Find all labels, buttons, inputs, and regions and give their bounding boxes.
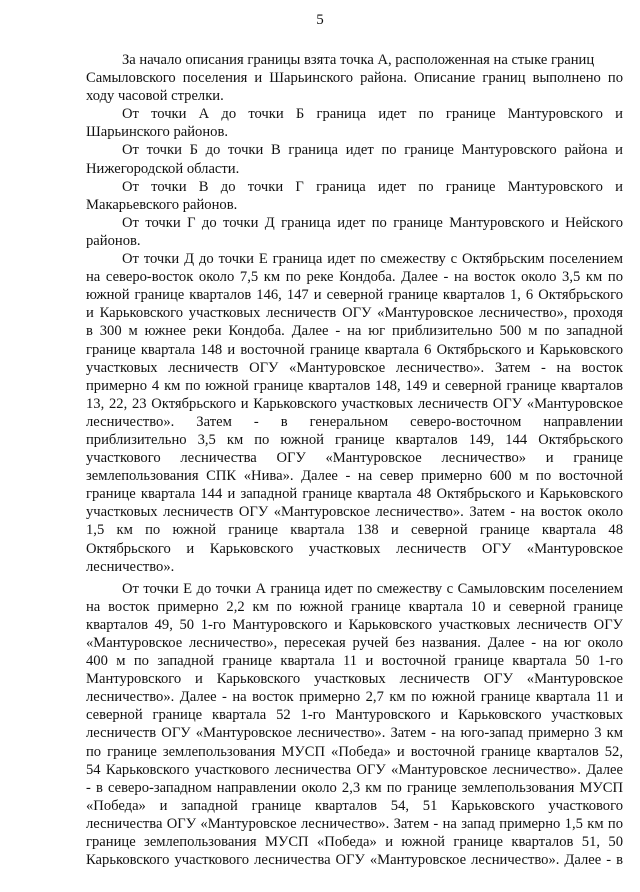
document-body xyxy=(86,51,623,869)
text-line: Октябрьского и Карьковского участковых лесничеств ОГУ «Мантуровское xyxy=(86,540,623,557)
text-line: лесничества ОГУ «Мантуровское лесничество». Затем - на запад примерно 1,5 км по xyxy=(86,815,623,832)
text-line: районов. xyxy=(86,232,141,249)
text-line: лесничество». xyxy=(86,558,175,575)
text-line: «Мантуровское лесничество», пересекая ручей без названия. Далее - на юг около xyxy=(86,635,623,651)
text-line: участковых лесничеств ОГУ «Мантуровское лесничество». Затем - на восток около xyxy=(86,504,623,521)
text-line: северной границе квартала 52 1-го Мантуровского и Карьковского участковых xyxy=(86,707,623,724)
text-line: лесничество». Затем - в генеральном северо-восточном направлении xyxy=(86,413,623,430)
text-line: границе квартала 148 и восточной границе квартала 6 Октябрьского и Карьковского xyxy=(86,341,623,358)
text-line: и Карьковского участковых лесничеств ОГУ «Мантуровское лесничество», проходя xyxy=(86,305,623,322)
text-line: землепользования СПК «Нива». Далее - на север примерно 600 м по восточной xyxy=(86,468,623,485)
text-line: 54 Карьковского участкового лесничества ОГУ «Мантуровское лесничество». Далее xyxy=(86,761,623,778)
text-line: по границе землепользования МУСП «Победа» и восточной границе кварталов 52, xyxy=(86,743,623,760)
text-line: границе квартала 144 и западной границе квартала 48 Октябрьского и Карьковского xyxy=(86,486,623,503)
text-line: Нижегородской области. xyxy=(86,160,240,177)
text-line: на северо-восток около 7,5 км по реке Кондоба. Далее - на восток около 3,5 км по xyxy=(86,269,623,286)
text-line: От точки Б до точки В граница идет по границе Мантуровского района и xyxy=(122,142,623,159)
text-line: От точки Д до точки Е граница идет по смежеству с Октябрьским поселением xyxy=(122,251,623,268)
text-line: участковых лесничеств ОГУ «Мантуровское лесничество». Затем - на восток xyxy=(86,359,623,376)
text-line: ходу часовой стрелки. xyxy=(86,88,224,105)
text-line: За начало описания границы взята точка А, расположенная на стыке границ xyxy=(122,52,595,68)
text-line: Шарьинского районов. xyxy=(86,124,228,141)
text-line: Карьковского участкового лесничества ОГУ «Мантуровское лесничество». Далее - в xyxy=(86,852,623,869)
text-line: «Победа» и западной границе кварталов 54, 51 Карьковского участкового xyxy=(86,797,623,814)
text-line: участкового лесничества ОГУ «Мантуровское лесничество» и границе xyxy=(86,450,623,467)
text-line: 13, 22, 23 Октябрьского и Карьковского участковых лесничеств ОГУ «Мантуровское xyxy=(86,395,623,412)
text-line: приблизительно 3,5 км по южной границе кварталов 149, 144 Октябрьского xyxy=(86,431,623,448)
text-line: Самыловского поселения и Шарьинского района. Описание границ выполнено по xyxy=(86,70,623,87)
text-line: 1,5 км по южной границе квартала 138 и северной границе квартала 48 xyxy=(86,522,623,539)
text-line: - в северо-западном направлении около 2,3 км по границе землепользования МУСП xyxy=(86,779,623,796)
text-line: Макарьевского районов. xyxy=(86,196,238,213)
text-line: Мантуровского и Карьковского участковых лесничеств ОГУ «Мантуровское xyxy=(86,671,623,688)
text-line: От точки А до точки Б граница идет по границе Мантуровского и xyxy=(122,106,623,123)
text-line: От точки Г до точки Д граница идет по границе Мантуровского и Нейского xyxy=(122,214,623,231)
text-line: лесничество». Далее - на восток примерно 2,7 км по южной границе квартала 11 и xyxy=(86,689,623,706)
text-line: 400 м по западной границе квартала 11 и восточной границе квартала 50 1-го xyxy=(86,653,623,670)
text-line: кварталов 49, 50 1-го Мантуровского и Карьковского участковых лесничеств ОГУ xyxy=(86,616,623,633)
page-number: 5 xyxy=(316,12,324,28)
text-line: От точки В до точки Г граница идет по границе Мантуровского и xyxy=(122,178,623,195)
text-line: границе землепользования МУСП «Победа» и южной границе кварталов 51, 50 xyxy=(86,834,623,851)
text-line: примерно 4 км по южной границе кварталов 148, 149 и северной границе кварталов xyxy=(86,377,623,394)
text-line: на восток примерно 2,2 км по южной границе квартала 10 и северной границе xyxy=(86,598,623,615)
text-line: южной границе кварталов 146, 147 и северной границе кварталов 1, 6 Октябрьского xyxy=(86,287,623,304)
text-line: лесничеств ОГУ «Мантуровское лесничество». Затем - на юго-запад примерно 3 км xyxy=(86,725,623,742)
text-line: в 300 м южнее реки Кондоба. Далее - на юг приблизительно 500 м по западной xyxy=(86,323,623,340)
text-line: От точки Е до точки А граница идет по смежеству с Самыловским поселением xyxy=(122,580,623,597)
